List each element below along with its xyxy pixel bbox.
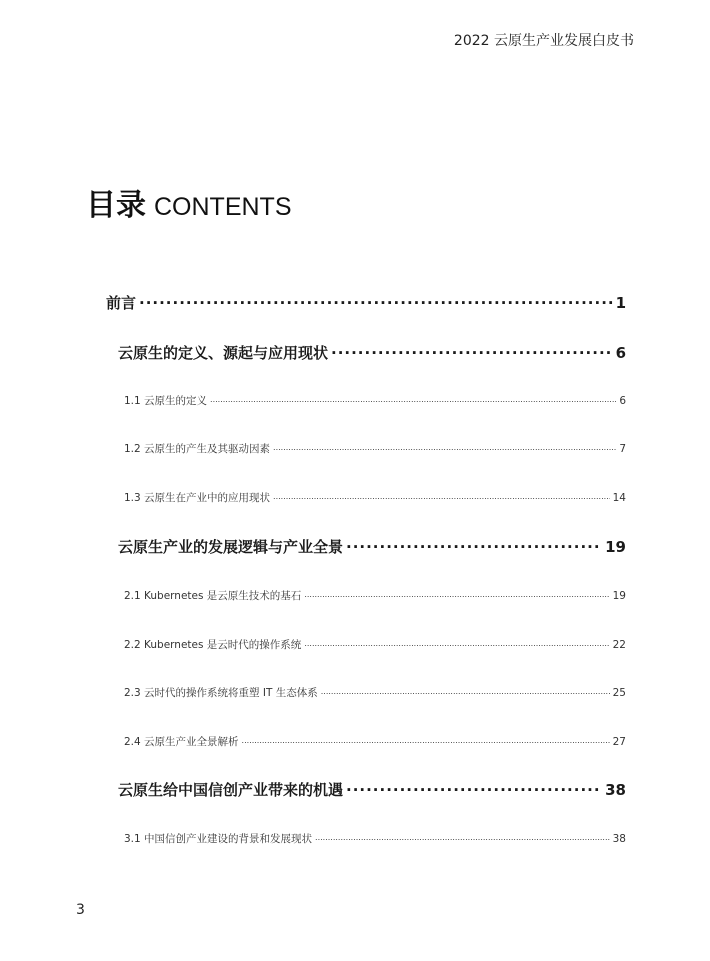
toc-entry-title: 1.1 云原生的定义: [124, 395, 208, 407]
toc-leader-dots: [304, 589, 609, 600]
toc-leader-dots: [346, 780, 602, 795]
toc-entry-page: 38: [605, 781, 626, 799]
toc-entry-chapter-1[interactable]: [118, 342, 626, 363]
toc-entry-section-3-1[interactable]: [124, 831, 626, 846]
toc-leader-dots: [139, 293, 613, 308]
toc-heading-en: CONTENTS: [154, 193, 292, 221]
toc-leader-dots: [331, 343, 613, 358]
toc-leader-dots: [315, 832, 610, 843]
toc-entry-page: 6: [615, 344, 626, 362]
toc-leader-dots: [210, 394, 616, 405]
toc-entry-section-2-2[interactable]: [124, 637, 626, 652]
toc-leader-dots: [346, 537, 602, 552]
header-title: 2022 云原生产业发展白皮书: [453, 33, 634, 49]
toc-leader-dots: [242, 735, 610, 746]
toc-entry-preface[interactable]: [106, 292, 626, 313]
toc-entry-title: 3.1 中国信创产业建设的背景和发展现状: [124, 833, 313, 845]
toc-entry-title: 2.2 Kubernetes 是云时代的操作系统: [124, 639, 302, 651]
toc-entry-section-2-4[interactable]: [124, 734, 626, 749]
toc-entry-page: 1: [615, 294, 626, 312]
toc-entry-title: 云原生产业的发展逻辑与产业全景: [118, 538, 344, 556]
toc-entry-page: 6: [619, 395, 626, 407]
toc-entry-section-2-1[interactable]: [124, 588, 626, 603]
toc-entry-title: 2.3 云时代的操作系统将重塑 IT 生态体系: [124, 687, 318, 699]
toc-entry-page: 19: [605, 538, 626, 556]
toc-entry-chapter-3[interactable]: [118, 779, 626, 800]
toc-entry-title: 前言: [106, 294, 137, 312]
toc-entry-section-1-1[interactable]: [124, 393, 626, 408]
toc-entry-section-1-3[interactable]: [124, 490, 626, 505]
toc-leader-dots: [304, 638, 609, 649]
toc-entry-title: 1.3 云原生在产业中的应用现状: [124, 492, 271, 504]
toc-entry-page: 25: [612, 687, 626, 699]
toc-entry-page: 7: [619, 443, 626, 455]
toc-entry-chapter-2[interactable]: [118, 536, 626, 557]
toc-entry-title: 2.4 云原生产业全景解析: [124, 736, 239, 748]
toc-leader-dots: [273, 442, 616, 453]
toc-leader-dots: [273, 491, 610, 502]
toc-entry-page: 27: [612, 736, 626, 748]
toc-entry-page: 19: [612, 590, 626, 602]
toc-heading: [86, 180, 292, 224]
toc-heading-zh: 目录: [86, 188, 146, 223]
toc-entry-page: 14: [612, 492, 626, 504]
toc-entry-page: 22: [612, 639, 626, 651]
toc-entry-page: 38: [612, 833, 626, 845]
toc-leader-dots: [321, 686, 610, 697]
toc-entry-title: 云原生的定义、源起与应用现状: [118, 344, 329, 362]
toc-entry-title: 2.1 Kubernetes 是云原生技术的基石: [124, 590, 302, 602]
page-number: 3: [76, 902, 85, 918]
toc-entry-title: 云原生给中国信创产业带来的机遇: [118, 781, 344, 799]
toc-entry-title: 1.2 云原生的产生及其驱动因素: [124, 443, 271, 455]
toc-entry-section-2-3[interactable]: [124, 685, 626, 700]
toc-entry-section-1-2[interactable]: [124, 441, 626, 456]
